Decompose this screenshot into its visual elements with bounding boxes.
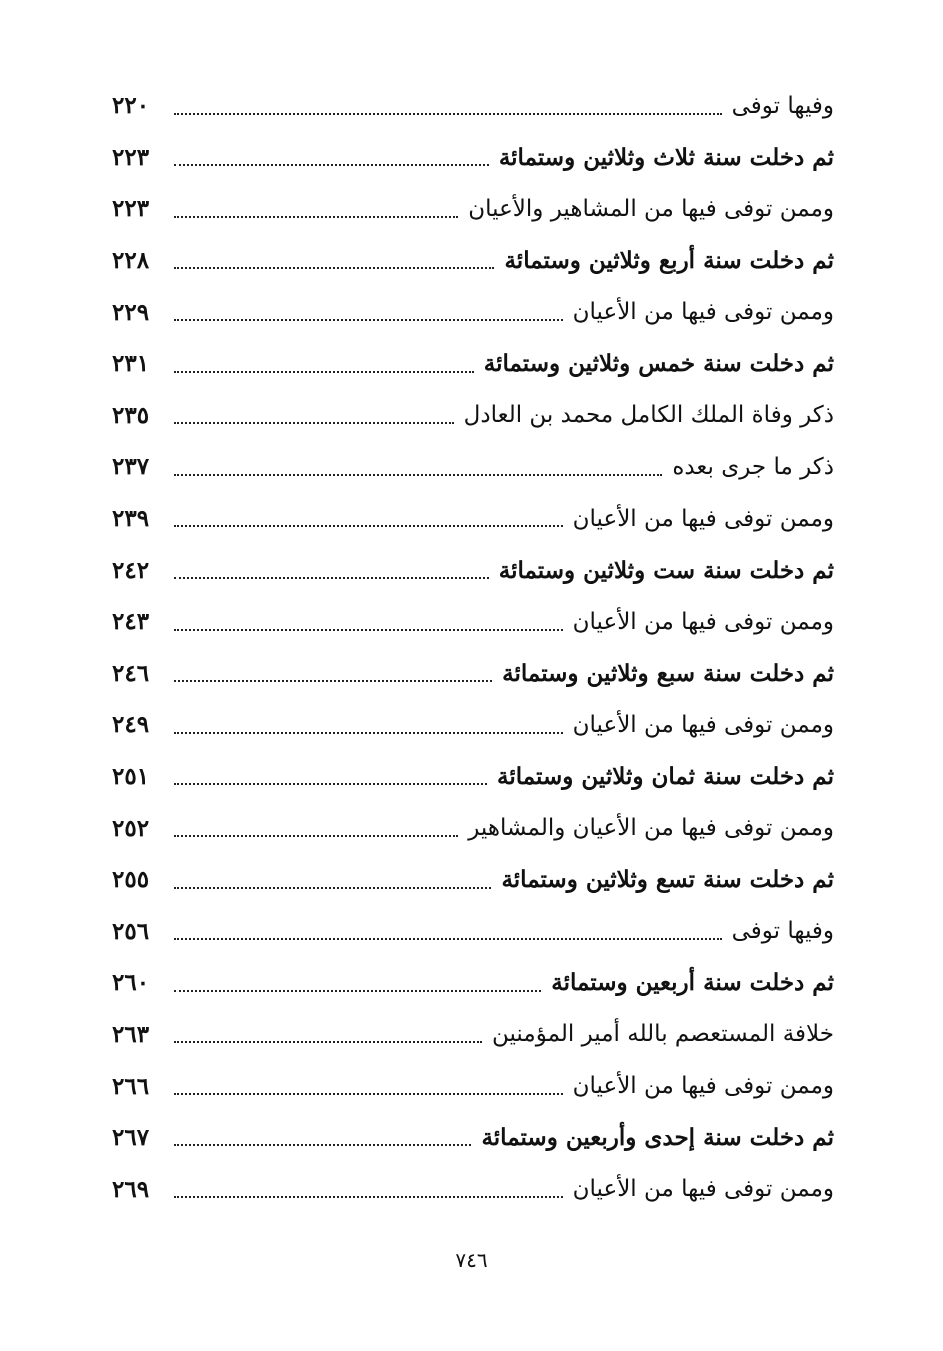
toc-title: وممن توفى فيها من المشاهير والأعيان — [468, 195, 834, 222]
toc-heading-row — [112, 544, 834, 596]
toc-entry-row — [112, 286, 834, 338]
toc-dot-leader — [174, 164, 489, 166]
toc-entry-row — [112, 596, 834, 648]
toc-title: ثم دخلت سنة أربع وثلاثين وستمائة — [504, 247, 834, 275]
toc-page-number: ٢٤٣ — [112, 608, 150, 636]
toc-title: وممن توفى فيها من الأعيان والمشاهير — [468, 815, 834, 842]
toc-page-number: ٢٤٦ — [112, 659, 150, 687]
toc-page-number: ٢٥٢ — [112, 814, 150, 842]
toc-dot-leader — [174, 422, 454, 424]
toc-dot-leader — [174, 887, 491, 889]
toc-page-number: ٢٦٦ — [112, 1072, 150, 1100]
toc-title: ثم دخلت سنة ست وثلاثين وستمائة — [498, 556, 834, 584]
toc-page-number: ٢٢٠ — [112, 92, 150, 120]
toc-entry-row — [112, 493, 834, 545]
toc-entry-row — [112, 183, 834, 235]
toc-title: ثم دخلت سنة ثمان وثلاثين وستمائة — [497, 763, 834, 791]
toc-entry-row — [112, 802, 834, 854]
toc-entry-row — [112, 390, 834, 442]
toc-heading-row — [112, 132, 834, 184]
toc-page-number: ٢٤٢ — [112, 556, 150, 584]
toc-page-number: ٢٣٩ — [112, 505, 150, 533]
toc-heading-row — [112, 338, 834, 390]
toc-dot-leader — [174, 371, 474, 373]
toc-heading-row — [112, 751, 834, 803]
toc-dot-leader — [174, 990, 541, 992]
toc-page-number: ٢٥٦ — [112, 917, 150, 945]
toc-dot-leader — [174, 1093, 563, 1095]
toc-title: وممن توفى فيها من الأعيان — [572, 711, 834, 738]
page-number: ٧٤٦ — [455, 1248, 488, 1272]
toc-heading-row — [112, 957, 834, 1009]
toc-title: وفيها توفى — [731, 92, 834, 119]
toc-title: وفيها توفى — [731, 918, 834, 945]
toc-page-number: ٢٣٥ — [112, 401, 150, 429]
toc-page-number: ٢٦٣ — [112, 1020, 150, 1048]
toc-dot-leader — [174, 216, 458, 218]
toc-title: ثم دخلت سنة إحدى وأربعين وستمائة — [481, 1124, 834, 1152]
toc-dot-leader — [174, 1041, 482, 1043]
toc-page-number: ٢٤٩ — [112, 711, 150, 739]
toc-title: وممن توفى فيها من الأعيان — [572, 608, 834, 635]
toc-page-number: ٢٥٥ — [112, 866, 150, 894]
toc-page-number: ٢٣٧ — [112, 453, 150, 481]
toc-page-number: ٢٢٩ — [112, 298, 150, 326]
toc-dot-leader — [174, 113, 722, 115]
toc-entry-row — [112, 1009, 834, 1061]
toc-dot-leader — [174, 319, 563, 321]
toc-page-number: ٢٣١ — [112, 350, 150, 378]
toc-dot-leader — [174, 1144, 471, 1146]
toc-dot-leader — [174, 1196, 563, 1198]
toc-entry-row — [112, 441, 834, 493]
toc-title: ثم دخلت سنة ثلاث وثلاثين وستمائة — [498, 143, 834, 171]
toc-page-number: ٢٦٧ — [112, 1124, 150, 1152]
toc-dot-leader — [174, 938, 722, 940]
toc-title: وممن توفى فيها من الأعيان — [572, 1176, 834, 1203]
toc-entry-row — [112, 699, 834, 751]
toc-title: ثم دخلت سنة خمس وثلاثين وستمائة — [483, 350, 834, 378]
toc-entry-row — [112, 1060, 834, 1112]
toc-dot-leader — [174, 783, 487, 785]
table-of-contents — [112, 80, 834, 1215]
toc-page-number: ٢٢٣ — [112, 143, 150, 171]
toc-title: ثم دخلت سنة تسع وثلاثين وستمائة — [501, 866, 834, 894]
toc-title: ذكر ما جرى بعده — [672, 453, 834, 480]
toc-dot-leader — [174, 680, 492, 682]
toc-page-number: ٢٦٩ — [112, 1175, 150, 1203]
toc-heading-row — [112, 854, 834, 906]
toc-dot-leader — [174, 732, 563, 734]
toc-page-number: ٢٥١ — [112, 763, 150, 791]
toc-heading-row — [112, 648, 834, 700]
toc-page-number: ٢٦٠ — [112, 969, 150, 997]
toc-dot-leader — [174, 525, 563, 527]
toc-dot-leader — [174, 474, 662, 476]
toc-dot-leader — [174, 267, 494, 269]
toc-dot-leader — [174, 835, 458, 837]
toc-title: خلافة المستعصم بالله أمير المؤمنين — [491, 1021, 834, 1048]
toc-title: وممن توفى فيها من الأعيان — [572, 1073, 834, 1100]
toc-page-number: ٢٢٣ — [112, 195, 150, 223]
toc-title: ذكر وفاة الملك الكامل محمد بن العادل — [463, 402, 834, 429]
toc-title: ثم دخلت سنة أربعين وستمائة — [551, 969, 834, 997]
toc-entry-row — [112, 1163, 834, 1215]
toc-page-number: ٢٢٨ — [112, 247, 150, 275]
toc-entry-row — [112, 906, 834, 958]
toc-dot-leader — [174, 629, 563, 631]
toc-title: وممن توفى فيها من الأعيان — [572, 299, 834, 326]
toc-title: وممن توفى فيها من الأعيان — [572, 505, 834, 532]
toc-title: ثم دخلت سنة سبع وثلاثين وستمائة — [502, 659, 834, 687]
toc-entry-row — [112, 80, 834, 132]
toc-heading-row — [112, 1112, 834, 1164]
toc-heading-row — [112, 235, 834, 287]
toc-dot-leader — [174, 577, 489, 579]
